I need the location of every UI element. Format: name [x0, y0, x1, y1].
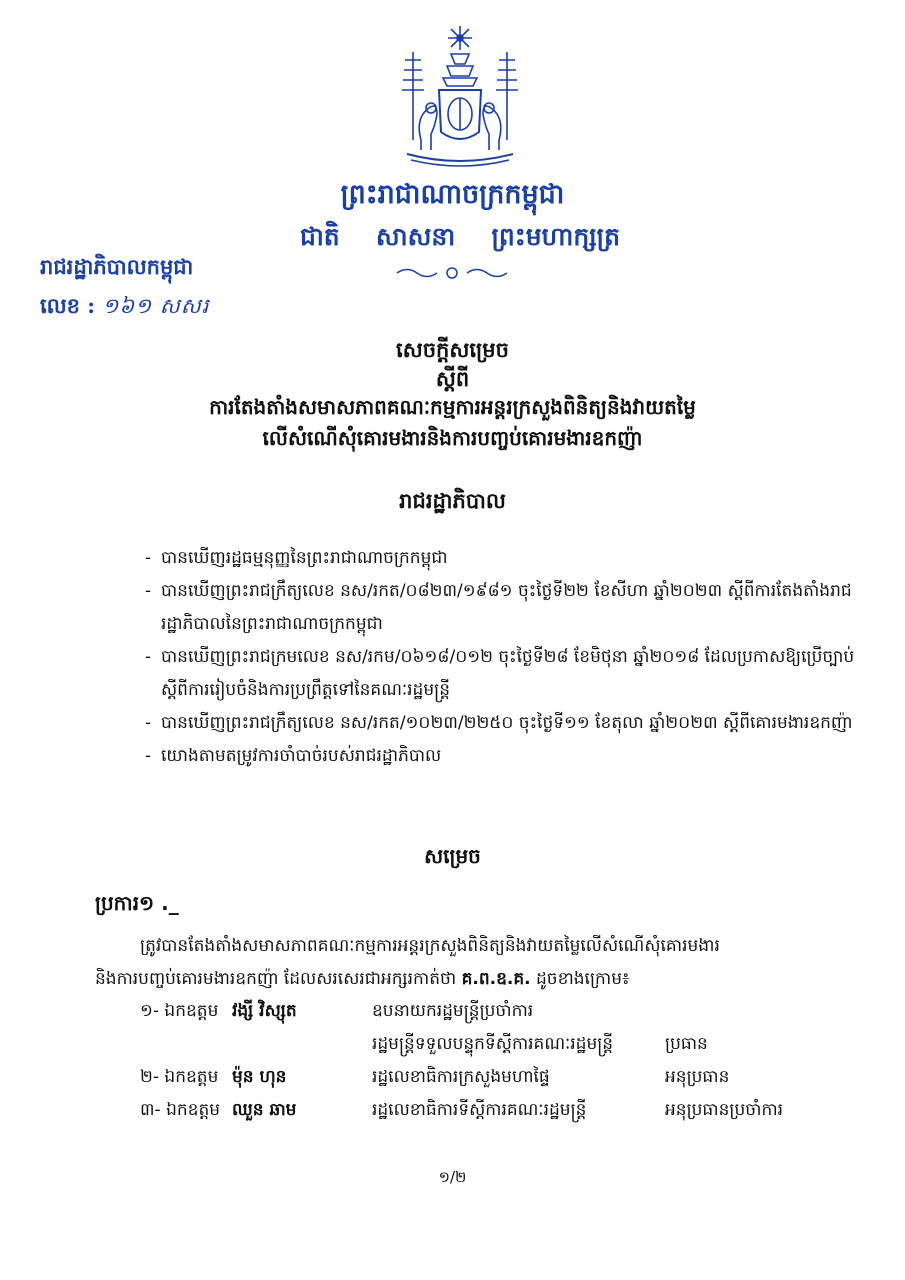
- member-name: វង្សី វិស្សុត: [232, 1001, 297, 1021]
- consideration-item: - បានឃើញព្រះរាជក្រមលេខ នស/រកម/០៦១៨/០១២ ចុះថ្ងៃទី២៨ ខែមិថុនា ឆ្នាំ២០១៨ ដែលប្រកាសឱ្យប្រើច្បាប់ស្តីពីការរៀបចំនិងការប្រព្រឹត្តទៅនៃគណៈរដ្ឋមន្ត្រី: [145, 647, 855, 700]
- royal-crest-emblem: [385, 22, 535, 172]
- page-number: ១/២: [438, 1168, 467, 1186]
- subject-line-1: ការតែងតាំងសមាសភាពគណៈកម្មការអន្តរក្រសួងពិនិត្យនិងវាយតម្លៃ: [209, 395, 696, 419]
- motto-ornament-divider: [392, 264, 512, 282]
- about-label: ស្តីពី: [435, 367, 470, 391]
- issuer-heading: រាជរដ្ឋាភិបាល: [399, 489, 506, 513]
- member-row-continued: [0, 1033, 905, 1066]
- national-motto: [300, 222, 620, 258]
- member-role: អនុប្រធាន: [665, 1067, 730, 1087]
- member-position: រដ្ឋលេខាធិការទីស្តីការគណៈរដ្ឋមន្ត្រី: [372, 1100, 587, 1120]
- member-name: ឈួន ឆាម: [232, 1100, 297, 1120]
- motto-religion: សាសនា: [375, 222, 456, 251]
- member-position: ឧបនាយករដ្ឋមន្ត្រីប្រចាំការ: [372, 1001, 534, 1021]
- consideration-item: - បានឃើញព្រះរាជក្រឹត្យលេខ នស/រកត/០៨២៣/១៩៨១ ចុះថ្ងៃទី២២ ខែសីហា ឆ្នាំ២០២៣ ស្តីពីការតែងតាំងរាជរដ្ឋាភិបាលនៃព្រះរាជាណាចក្រកម្ពុជា: [145, 581, 852, 634]
- subject-line-2: លើសំណើសុំគោរមងារនិងការបញ្ចប់គោរមងារឧកញ៉ា: [262, 426, 643, 450]
- member-role: ប្រធាន: [665, 1034, 708, 1054]
- paragraph-line-1: ត្រូវបានតែងតាំងសមាសភាពគណៈកម្មការអន្តរក្រសួងពិនិត្យនិងវាយតម្លៃលើសំណើសុំគោរមងារ: [140, 936, 720, 956]
- motto-king: ព្រះមហាក្សត្រ: [491, 222, 620, 251]
- member-position: រដ្ឋមន្ត្រីទទួលបន្ទុកទីស្តីការគណៈរដ្ឋមន្ត្រី: [372, 1034, 614, 1054]
- article-label: ប្រការ១ ._: [95, 891, 179, 915]
- kingdom-name: ព្រះរាជាណាចក្រកម្ពុជា: [340, 179, 565, 210]
- member-row: ២- ឯកឧត្តម ម៉ុន ហុន រដ្ឋលេខាធិការក្រសួងមហាផ្ទៃ អនុប្រធាន: [0, 1066, 905, 1099]
- member-position: រដ្ឋលេខាធិការក្រសួងមហាផ្ទៃ: [372, 1067, 550, 1087]
- government-name: រាជរដ្ឋាភិបាលកម្ពុជា: [40, 254, 194, 279]
- article-paragraph: [95, 930, 855, 996]
- document-type: សេចក្តីសម្រេច: [396, 338, 509, 362]
- consideration-item: - បានឃើញព្រះរាជក្រឹត្យលេខ នស/រកត/១០២៣/២២៥០ ចុះថ្ងៃទី១១ ខែតុលា ឆ្នាំ២០២៣ ស្តីពីគោរមងារឧកញ៉ា: [145, 713, 853, 733]
- reference-number: [40, 293, 209, 324]
- considerations-list: [145, 542, 865, 773]
- members-list: [0, 1000, 905, 1132]
- paragraph-line-2: និងការបញ្ចប់គោរមងារឧកញ៉ា ដែលសរសេរជាអក្សរកាត់ថា គ.ព.ឧ.គ. ដូចខាងក្រោម៖: [95, 969, 630, 989]
- consideration-item: - បានឃើញរដ្ឋធម្មនុញ្ញនៃព្រះរាជាណាចក្រកម្ពុជា: [145, 548, 448, 568]
- member-row: ១- ឯកឧត្តម វង្សី វិស្សុត ឧបនាយករដ្ឋមន្ត្រីប្រចាំការ: [0, 1000, 905, 1033]
- reference-value: ១៦១ សសរ: [102, 294, 210, 318]
- decides-heading: សម្រេច: [424, 844, 481, 868]
- motto-nation: ជាតិ: [300, 222, 340, 251]
- member-row: ៣- ឯកឧត្តម ឈួន ឆាម រដ្ឋលេខាធិការទីស្តីការគណៈរដ្ឋមន្ត្រី អនុប្រធានប្រចាំការ: [0, 1099, 905, 1132]
- reference-label: លេខ :: [40, 293, 96, 318]
- abbreviation: គ.ព.ឧ.គ.: [461, 969, 531, 989]
- consideration-item: - យោងតាមតម្រូវការចាំបាច់របស់រាជរដ្ឋាភិបាល: [145, 746, 442, 766]
- member-name: ម៉ុន ហុន: [232, 1067, 287, 1087]
- member-role: អនុប្រធានប្រចាំការ: [665, 1100, 784, 1120]
